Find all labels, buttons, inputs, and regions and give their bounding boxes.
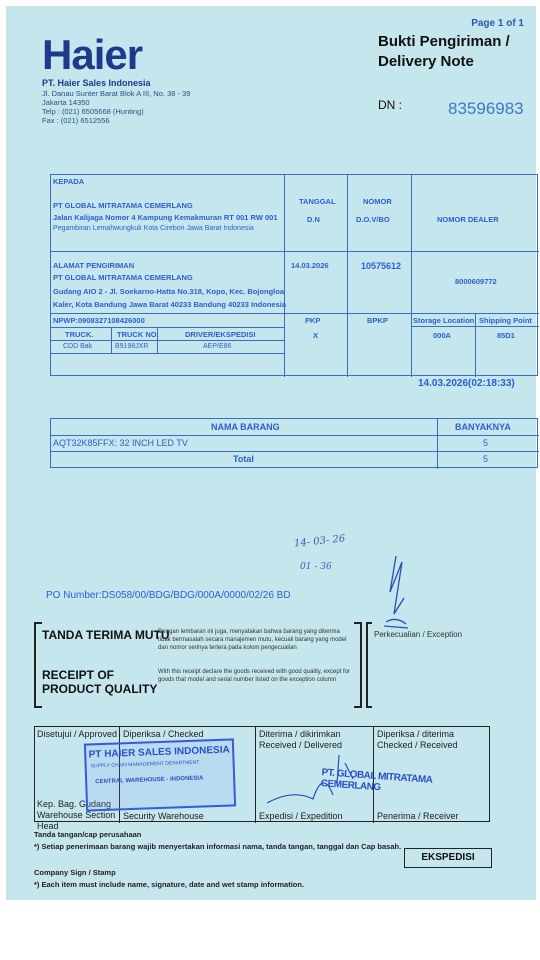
tanda-terima-text: Dengan lembaran ini juga, menyatakan bahwa barang yang diterima tidak bermasalah secara manajemen mutu, kecuali barang yang model dan nomor serinya tertera pada kolom pengecualian <box>158 629 347 651</box>
pkp-value: X <box>313 331 319 340</box>
print-timestamp: 14.03.2026(02:18:33) <box>418 378 515 389</box>
alamat-label: ALAMAT PENGIRIMAN <box>53 261 135 270</box>
right-bracket <box>366 622 372 708</box>
document-title <box>378 32 510 72</box>
delivery-note-sheet <box>6 6 536 900</box>
address-line: Jl. Danau Sunter Barat Blok A III, No. 38 - 39 <box>42 89 191 98</box>
address-line: Jakarta 14350 <box>42 98 90 107</box>
shipping-value: 85D1 <box>497 331 515 340</box>
receiver-signature-mark <box>356 552 416 632</box>
expedisi-signature <box>263 749 367 809</box>
title-line-1: Bukti Pengiriman / <box>378 33 510 50</box>
dn-label: DN : <box>378 98 402 112</box>
col-banyaknya: BANYAKNYA <box>455 422 511 432</box>
middle-bracket <box>354 622 362 708</box>
title-line-2: Delivery Note <box>378 53 474 70</box>
dealer-label: NOMOR DEALER <box>437 215 499 224</box>
address-line: Telp : (021) 6505668 (Hunting) <box>42 107 144 116</box>
items-table <box>50 418 538 468</box>
item-qty: 5 <box>483 438 489 448</box>
haier-logo: Haier <box>42 31 143 78</box>
approved-label: Disetujui / Approved <box>37 729 118 739</box>
dn-number: 83596983 <box>448 99 524 118</box>
driver-label: DRIVER/EKSPEDISI <box>185 330 256 339</box>
truck-no-value: B9198JXR <box>115 343 149 350</box>
haier-company-stamp <box>84 738 236 811</box>
company-sign-label: Company Sign / Stamp <box>34 868 116 877</box>
tanggal-sub: D.N <box>307 215 320 224</box>
shipping-label: Shipping Point <box>479 316 532 325</box>
penerima-label: Penerima / Receiver <box>377 811 459 821</box>
company-address <box>42 89 190 125</box>
shipment-info-table <box>50 174 538 376</box>
kepada-label: KEPADA <box>53 177 85 186</box>
storage-value: 000A <box>433 331 451 340</box>
exception-label: Perkecualian / Exception <box>374 630 463 639</box>
bpkp-label: BPKP <box>367 316 388 325</box>
tanggal-value: 14.03.2026 <box>291 261 329 270</box>
expedisi-label: Expedisi / Expedition <box>259 811 343 821</box>
nomor-value: 10575612 <box>361 261 402 271</box>
alamat-address-1: Gudang AIO 2 - Jl. Soekarno-Hatta No.318, Kopo, Kec. Bojongloa <box>53 287 285 296</box>
checked-label: Diperiksa / Checked <box>123 729 204 739</box>
global-company-stamp: PT. GLOBAL MITRATAMA CEMERLANG <box>320 767 433 794</box>
company-sign-note: *) Each item must include name, signature, date and wet stamp information. <box>34 880 305 889</box>
handwritten-time: 01 - 36 <box>300 562 332 572</box>
receipt-title: RECEIPT OF PRODUCT QUALITY <box>42 668 158 696</box>
ekspedisi-box: EKSPEDISI <box>404 848 492 868</box>
total-label: Total <box>233 454 254 464</box>
stamp-haier-warehouse: CENTRAL WAREHOUSE - INDONESIA <box>95 775 204 786</box>
sign-note: *) Setiap penerimaan barang wajib menyertakan informasi nama, tanda tangan, tanggal dan Cap basah. <box>34 842 402 851</box>
tanda-terima-title: TANDA TERIMA MUTU <box>42 628 170 642</box>
receipt-text: With this receipt declare the goods received with good quality, except for goods that model and serial number listed on the exception column <box>158 669 350 683</box>
security-label: Security Warehouse <box>123 811 204 821</box>
stamp-haier-name: PT HAIER SALES INDONESIA <box>88 744 230 761</box>
po-number: PO Number:DS058/00/BDG/BDG/000A/0000/02/26 BD <box>46 590 291 601</box>
left-bracket <box>34 622 42 708</box>
storage-label: Storage Location <box>413 316 475 325</box>
alamat-address-2: Kaler, Kota Bandung Jawa Barat 40233 Bandung 40233 Indonesia <box>53 300 286 309</box>
alamat-name: PT GLOBAL MITRATAMA CEMERLANG <box>53 273 193 282</box>
nomor-sub: D.O.V/BO <box>356 215 390 224</box>
truck-no-label: TRUCK NO. <box>117 330 159 339</box>
item-name: AQT32K85FFX: 32 INCH LED TV <box>53 438 188 448</box>
tanggal-label: TANGGAL <box>299 197 336 206</box>
truck-label: TRUCK. <box>65 330 94 339</box>
signature-table <box>34 726 490 831</box>
page-number: Page 1 of 1 <box>471 18 524 29</box>
driver-value: AEP/E86 <box>203 343 232 350</box>
kepada-name: PT GLOBAL MITRATAMA CEMERLANG <box>53 201 193 210</box>
received-label: Diperiksa / diterima Checked / Received <box>377 729 458 750</box>
delivered-label: Diterima / dikirimkan Received / Delivered <box>259 729 343 750</box>
warehouse-label: Kep. Bag. Gudang Warehouse Section Head <box>37 799 116 831</box>
address-line: Fax : (021) 6512556 <box>42 116 110 125</box>
stamp-haier-dept: SUPPLY CHAIN MANAGEMENT DEPARTMENT <box>90 759 200 770</box>
dealer-value: 8000609772 <box>455 277 497 286</box>
kepada-address-2: Pegambiran Lemahwungkuk Kota Cirebon Jawa Barat Indonesia <box>53 225 254 232</box>
npwp: NPWP:0908327108426000 <box>53 316 145 325</box>
pkp-label: PKP <box>305 316 321 325</box>
col-nama-barang: NAMA BARANG <box>211 422 280 432</box>
truck-value: CDD Bak <box>63 343 93 350</box>
nomor-label: NOMOR <box>363 197 392 206</box>
total-qty: 5 <box>483 454 489 464</box>
handwritten-date: 14- 03- 26 <box>293 533 346 550</box>
company-name: PT. Haier Sales Indonesia <box>42 78 151 88</box>
sign-label: Tanda tangan/cap perusahaan <box>34 830 142 839</box>
kepada-address-1: Jalan Kalijaga Nomor 4 Kampung Kemakmuran RT 001 RW 001 <box>53 213 278 222</box>
